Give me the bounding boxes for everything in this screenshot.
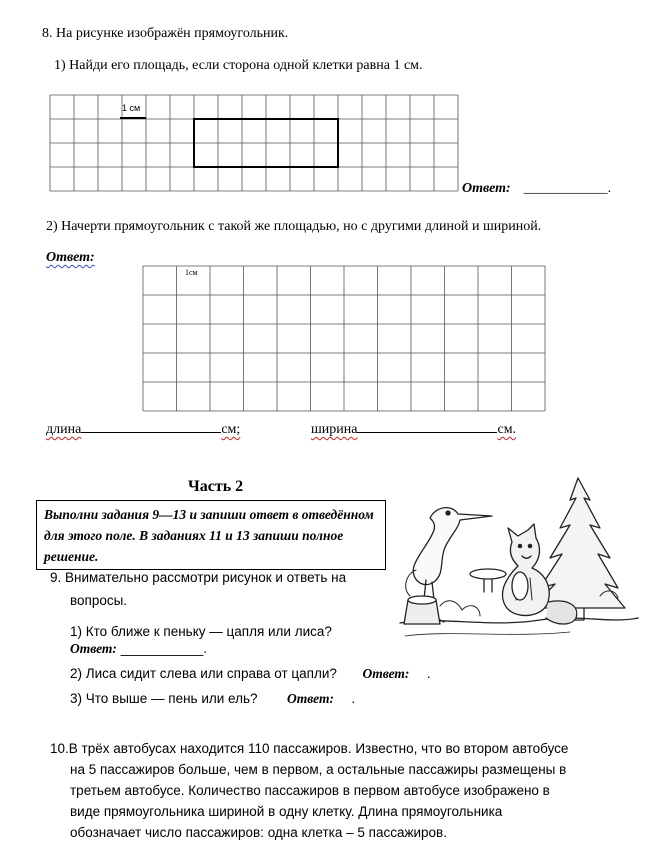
task10-line: обозначает число пассажиров: одна клетка – 5 пассажиров. [70,825,447,840]
task10-line: третьем автобусе. Количество пассажиров в первом автобусе изображено в [70,783,550,798]
grid2-scale-label: 1см [185,268,198,277]
width-unit: см. [497,422,517,437]
task8-question-1: 1) Найди его площадь, если сторона одной клетки равна 1 см. [54,58,423,73]
instruction-text: Выполни задания 9—13 и запиши ответ в отведённом для этого поле. В заданиях 11 и 13 запиши полное решение. [44,507,374,564]
task10-line: виде прямоугольника шириной в одну клетку. Длина прямоугольника [70,804,503,819]
task9-answer-2-label: Ответ: [362,666,410,681]
answer1-blank[interactable]: ____________. [523,181,612,196]
task10-line: 10.В трёх автобусах находится 110 пассажиров. Известно, что во втором автобусе [50,741,569,756]
task9-answer-1-label: Ответ: [70,641,117,656]
task9-text-line1: 9. Внимательно рассмотри рисунок и ответь на [50,570,347,585]
answer1-label: Ответ: [462,181,511,196]
answer2-label: Ответ: [46,250,95,265]
task9-text-line2: вопросы. [70,593,128,608]
width-label: ширина [311,422,358,437]
instruction-box [36,500,386,570]
part2-title: Часть 2 [188,478,244,495]
length-row [46,419,240,438]
task9-question-3: 3) Что выше — пень или ель? [70,691,258,706]
task9-answer-3-label: Ответ: [287,691,334,706]
drawing-grid-2 [143,266,540,413]
heron-fox-illustration [400,478,638,643]
task9-question-2-row [70,666,431,682]
area-grid-1 [50,95,460,192]
task9-question-2: 2) Лиса сидит слева или справа от цапли? [70,666,337,681]
task10-line: на 5 пассажиров больше, чем в первом, а остальные пассажиры размещены в [70,762,567,777]
task9-question-1: 1) Кто ближе к пеньку — цапля или лиса? [70,624,332,639]
task9-answer-3-field[interactable]: . [351,691,356,706]
grid1-scale-label: 1 см [122,103,141,113]
grid1-scale-bar [120,117,146,119]
task9-answer-1-row [70,641,207,657]
task8-heading: 8. На рисунке изображён прямоугольник. [42,26,289,41]
length-label: длина [46,422,82,437]
task9-answer-1-blank[interactable]: ___________. [120,641,208,656]
task9-question-3-row [70,691,355,707]
answer1-row [462,181,611,197]
task10-text [50,738,568,843]
width-field[interactable] [357,419,497,433]
task9-answer-2-field[interactable]: . [426,666,431,681]
length-unit: см; [221,422,241,437]
length-field[interactable] [81,419,221,433]
task8-question-2: 2) Начерти прямоугольник с такой же площадью, но с другими длиной и шириной. [46,219,542,234]
width-row [311,419,516,438]
